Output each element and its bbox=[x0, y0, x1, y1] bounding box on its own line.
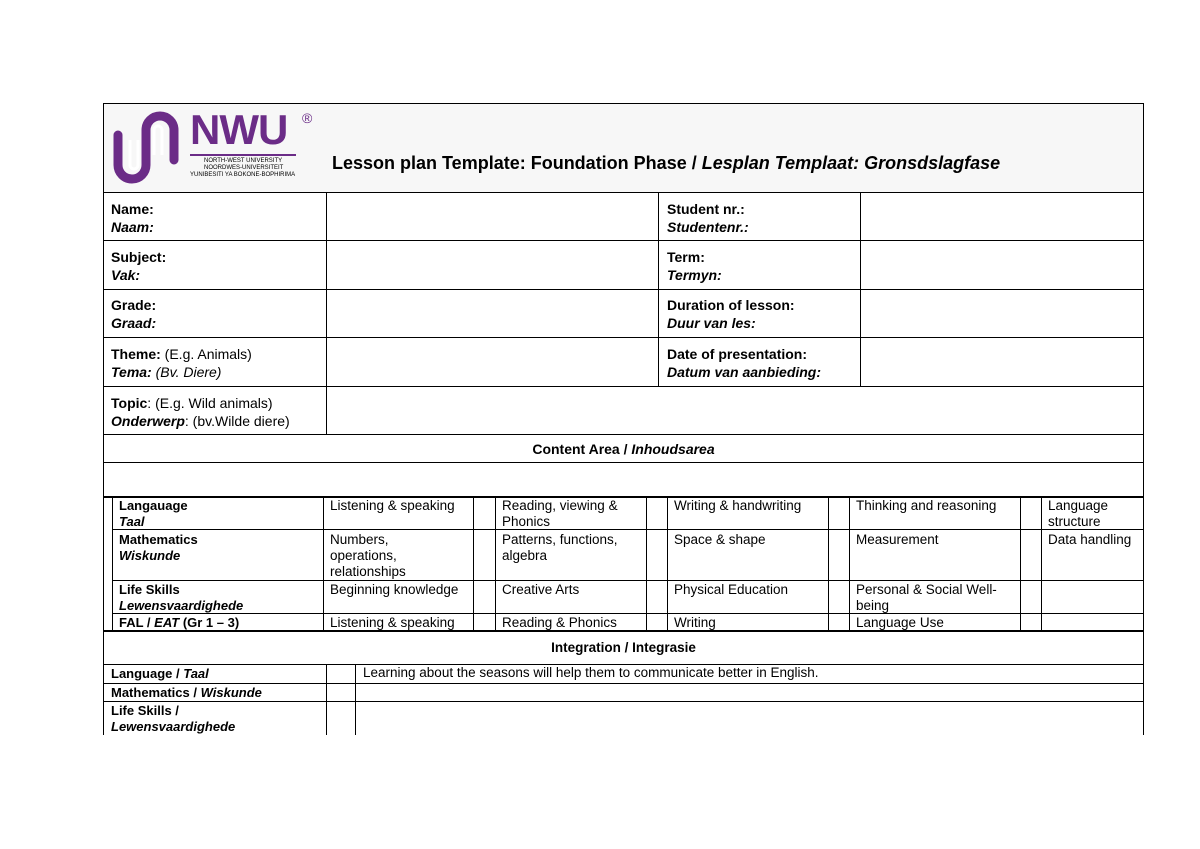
cell-numbers-operations: Numbers, operations, relationships bbox=[330, 532, 406, 579]
cell-measurement: Measurement bbox=[856, 532, 939, 547]
grade-label: Grade: Graad: bbox=[111, 297, 157, 331]
integration-heading: Integration / Integrasie bbox=[551, 640, 696, 655]
subject-field[interactable] bbox=[327, 241, 658, 289]
integration-life-skills-check[interactable] bbox=[327, 702, 355, 735]
checkbox-beginning-knowledge[interactable] bbox=[474, 581, 495, 613]
checkbox-physical-education[interactable] bbox=[829, 581, 849, 613]
checkbox-listening-speaking[interactable] bbox=[474, 497, 495, 529]
cell-data-handling: Data handling bbox=[1048, 532, 1132, 547]
checkbox-writing-handwriting[interactable] bbox=[829, 497, 849, 529]
grade-field[interactable] bbox=[327, 290, 658, 337]
checkbox-personal-social[interactable] bbox=[1021, 581, 1041, 613]
integration-mathematics-label: Mathematics / Wiskunde bbox=[111, 685, 262, 700]
cell-personal-social: Personal & Social Well-being bbox=[856, 582, 997, 613]
term-label: Term: Termyn: bbox=[667, 249, 722, 283]
duration-label: Duration of lesson: Duur van les: bbox=[667, 297, 795, 331]
logo-brand: NWU bbox=[190, 106, 288, 153]
logo-registered: ® bbox=[302, 110, 313, 126]
cell-reading-viewing-phonics: Reading, viewing & Phonics bbox=[502, 498, 618, 529]
integration-language-check[interactable] bbox=[327, 665, 355, 683]
checkbox-fal-reading[interactable] bbox=[647, 614, 667, 630]
duration-field[interactable] bbox=[861, 290, 1143, 337]
cell-fal-reading-phonics: Reading & Phonics bbox=[502, 615, 617, 630]
cell-patterns-functions: Patterns, functions, algebra bbox=[502, 532, 618, 563]
date-field[interactable] bbox=[861, 338, 1143, 386]
cell-fal-language-use: Language Use bbox=[856, 615, 944, 630]
date-label: Date of presentation: Datum van aanbieding: bbox=[667, 346, 822, 380]
cell-creative-arts: Creative Arts bbox=[502, 582, 580, 597]
row-mathematics-label: Mathematics Wiskunde bbox=[119, 532, 198, 563]
checkbox-fal-listening[interactable] bbox=[474, 614, 495, 630]
topic-label: Topic: (E.g. Wild animals) Onderwerp: (bv.Wilde diere) bbox=[111, 395, 290, 429]
checkbox-fal-writing[interactable] bbox=[829, 614, 849, 630]
term-field[interactable] bbox=[861, 241, 1143, 289]
integration-mathematics-text[interactable] bbox=[363, 684, 1138, 701]
subject-label: Subject: Vak: bbox=[111, 249, 167, 283]
row-fal-label: FAL / EAT (Gr 1 – 3) bbox=[119, 615, 240, 630]
name-label: Name: Naam: bbox=[111, 201, 154, 235]
logo-line-1: NORTH-WEST UNIVERSITY bbox=[204, 158, 283, 164]
checkbox-patterns-functions[interactable] bbox=[647, 530, 667, 580]
integration-mathematics-check[interactable] bbox=[327, 684, 355, 701]
cell-language-structure: Language structure bbox=[1048, 498, 1109, 529]
student-number-label: Student nr.: Studentenr.: bbox=[667, 201, 749, 235]
checkbox-numbers-operations[interactable] bbox=[474, 530, 495, 580]
name-field[interactable] bbox=[327, 193, 658, 240]
logo-line-2: NOORDWES-UNIVERSITEIT bbox=[204, 165, 284, 171]
logo-divider bbox=[190, 154, 296, 156]
cell-beginning-knowledge: Beginning knowledge bbox=[330, 582, 459, 597]
checkbox-space-shape[interactable] bbox=[829, 530, 849, 580]
theme-label: Theme: (E.g. Animals) Tema: (Bv. Diere) bbox=[111, 346, 252, 380]
cell-physical-education: Physical Education bbox=[674, 582, 789, 597]
topic-field[interactable] bbox=[327, 387, 1143, 434]
page-title: Lesson plan Template: Foundation Phase / Lesplan Templaat: Gronsdslagfase bbox=[332, 153, 1001, 173]
integration-language-label: Language / Taal bbox=[111, 666, 209, 681]
cell-writing-handwriting: Writing & handwriting bbox=[674, 498, 802, 513]
student-number-field[interactable] bbox=[861, 193, 1143, 240]
nwu-logo bbox=[108, 108, 318, 188]
checkbox-reading-viewing[interactable] bbox=[647, 497, 667, 529]
content-area-notes[interactable] bbox=[104, 463, 1143, 496]
integration-life-skills-label: Life Skills / Lewensvaardighede bbox=[111, 703, 236, 734]
checkbox-measurement[interactable] bbox=[1021, 530, 1041, 580]
nwu-emblem-icon bbox=[108, 110, 183, 185]
theme-field[interactable] bbox=[327, 338, 658, 386]
cell-fal-writing: Writing bbox=[674, 615, 716, 630]
integration-language-text[interactable]: Learning about the seasons will help them to communicate better in English. bbox=[363, 665, 819, 680]
content-area-heading: Content Area / Inhoudsarea bbox=[532, 441, 715, 457]
row-language-label: Langauage Taal bbox=[119, 498, 188, 529]
checkbox-thinking-reasoning[interactable] bbox=[1021, 497, 1041, 529]
integration-life-skills-text[interactable] bbox=[363, 702, 1138, 735]
checkbox-fal-language-use[interactable] bbox=[1021, 614, 1041, 630]
checkbox-creative-arts[interactable] bbox=[647, 581, 667, 613]
cell-space-shape: Space & shape bbox=[674, 532, 766, 547]
logo-line-3: YUNIBESITI YA BOKONE-BOPHIRIMA bbox=[190, 172, 296, 178]
cell-fal-listening-speaking: Listening & speaking bbox=[330, 615, 455, 630]
cell-thinking-reasoning: Thinking and reasoning bbox=[856, 498, 997, 513]
cell-listening-speaking: Listening & speaking bbox=[330, 498, 455, 513]
row-life-skills-label: Life Skills Lewensvaardighede bbox=[119, 582, 244, 613]
